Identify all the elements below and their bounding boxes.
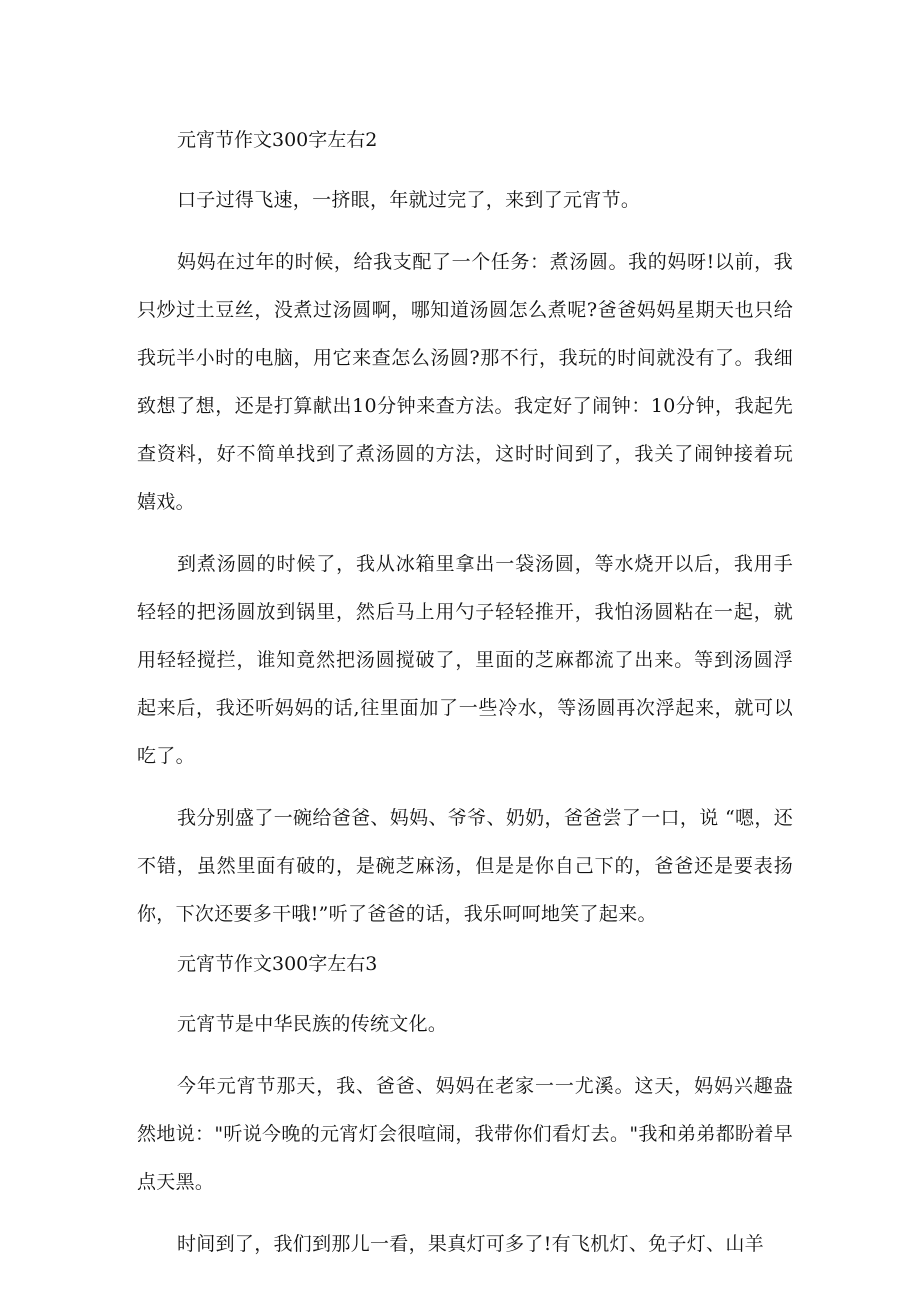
paragraph: 元宵节是中华民族的传统文化。 [177, 1013, 448, 1035]
paragraph: 到煮汤圆的时候了，我从冰箱里拿出一袋汤圆，等水烧开以后，我用手轻轻的把汤圆放到锅里，然后马上用勺子轻轻推开，我怕汤圆粘在一起，就用轻轻搅拦，谁知竟然把汤圆搅破了，里面的芝麻都流了出来。等到汤圆浮起来后，我还听妈妈的话,往里面加了一些冷水，等汤圆再次浮起来，就可以吃了。 [137, 553, 793, 767]
section-heading: 元宵节作文300字左右3 [177, 953, 378, 975]
section-heading: 元宵节作文300字左右2 [177, 129, 378, 151]
document-body [137, 118, 793, 1282]
paragraph: 今年元宵节那天，我、爸爸、妈妈在老家一一尤溪。这天，妈妈兴趣盎然地说："听说今晚的元宵灯会很喧闹，我带你们看灯去。"我和弟弟都盼着早点天黑。 [137, 1075, 793, 1193]
paragraph: 时间到了，我们到那儿一看，果真灯可多了!有飞机灯、免子灯、山羊 [177, 1233, 764, 1255]
paragraph: 我分别盛了一碗给爸爸、妈妈、爷爷、奶奶，爸爸尝了一口，说 “嗯，还不错，虽然里面有破的，是碗芝麻汤，但是是你自己下的，爸爸还是要表扬你，下次还要多干哦!”听了爸爸的话，我乐呵呵地笑了起来。 [137, 807, 793, 925]
paragraph: 口子过得飞速，一挤眼，年就过完了，来到了元宵节。 [177, 189, 641, 211]
paragraph: 妈妈在过年的时候，给我支配了一个任务：煮汤圆。我的妈呀!以前，我只炒过土豆丝，没煮过汤圆啊，哪知道汤圆怎么煮呢?爸爸妈妈星期天也只给我玩半小时的电脑，用它来查怎么汤圆?那不行，我玩的时间就没有了。我细致想了想，还是打算献出10分钟来查方法。我定好了闹钟：10分钟，我起先查资料，好不简单找到了煮汤圆的方法，这时时间到了，我关了闹钟接着玩嬉戏。 [137, 251, 793, 513]
